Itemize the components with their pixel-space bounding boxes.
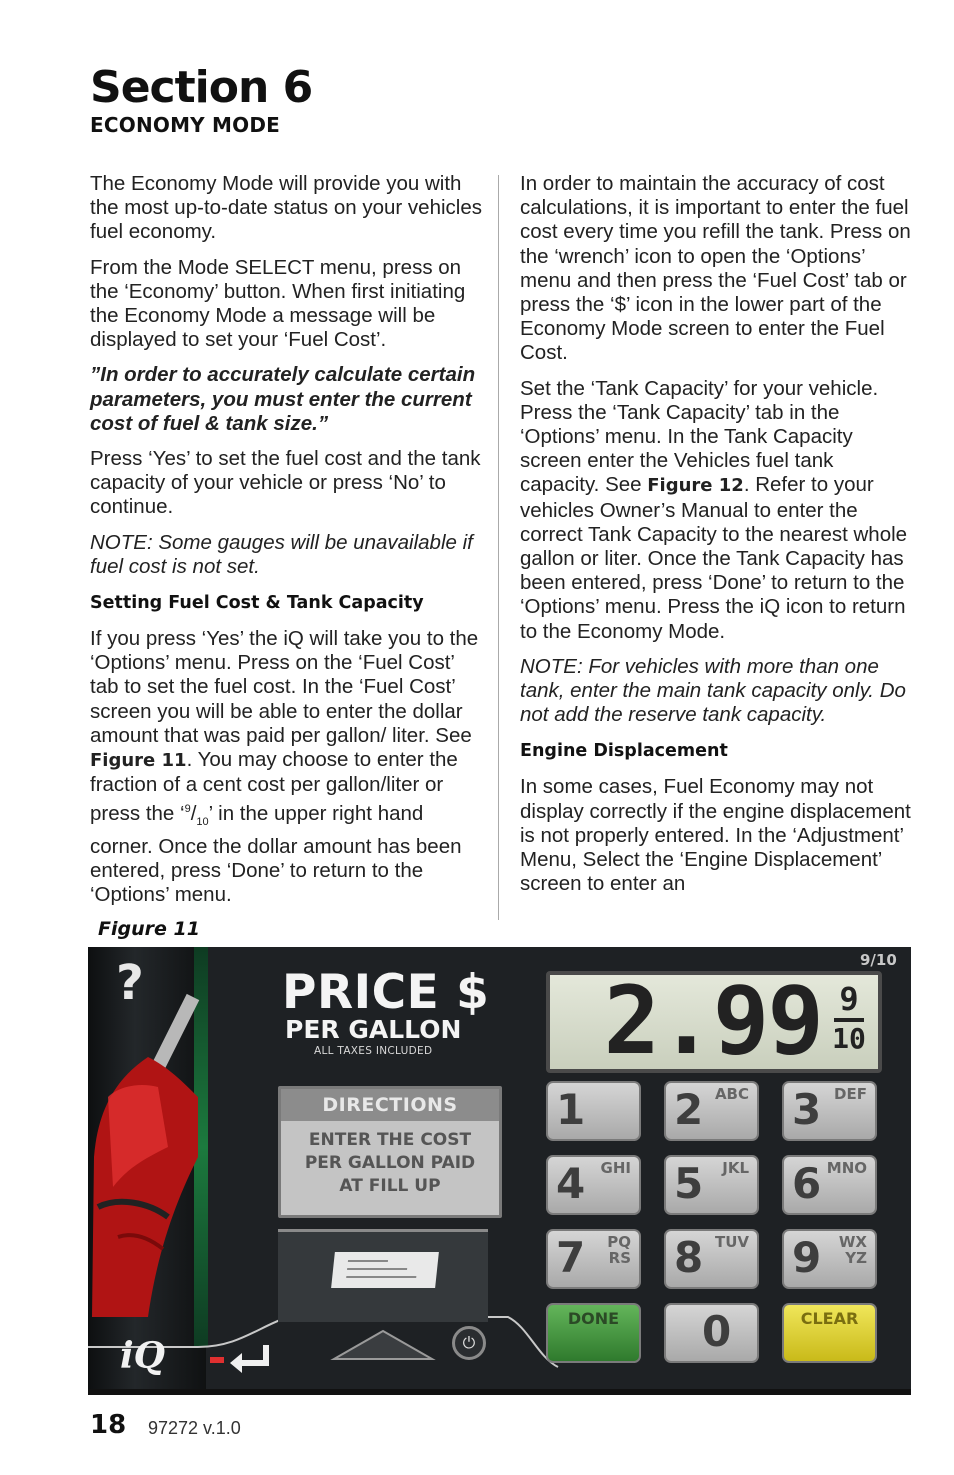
key-digit: 8 [674,1233,704,1282]
paragraph: In order to maintain the accuracy of cost calculations, it is important to enter the fuel cost every time you refill the tank. Press on the ‘wrench’ icon to open the ‘Options’ menu and then press the ‘Fuel Cost’ tab or press the ‘$’ icon in the lower part of the Economy Mode screen to enter the Fuel Cost. [520,172,911,365]
text-run: Set the ‘Tank Capacity’ for your vehicle. Press the ‘Tank Capacity’ tab in the ‘Options’ menu. In the Tank Capacity screen enter the Vehicles fuel tank capacity. See [520,376,879,497]
key-2[interactable] [664,1081,759,1141]
document-version: 97272 v.1.0 [148,1418,241,1438]
lcd-fraction [832,980,866,1055]
key-9[interactable] [782,1229,877,1289]
key-digit: 6 [792,1159,822,1208]
key-letters: TUV [714,1233,749,1251]
key-8[interactable] [664,1229,759,1289]
text-run: ’ in the upper right hand corner. Once the dollar amount has been entered, press ‘Done’ to return to the ‘Options’ menu. [90,802,462,906]
figure-ref: Figure 12 [647,475,744,497]
page-number: 18 [90,1410,127,1440]
back-arrow-icon[interactable] [208,1339,288,1379]
paragraph: Press ‘Yes’ to set the fuel cost and the tank capacity of your vehicle or press ‘No’ to continue. [90,447,481,519]
figure-11-screen [88,947,911,1392]
key-0[interactable] [664,1303,759,1363]
fraction-toggle-button[interactable]: 9/10 [860,951,897,969]
price-title: PRICE $ [282,965,490,1020]
done-label: DONE [567,1309,620,1328]
figure-ref: Figure 11 [90,750,187,772]
fraction-denominator: 10 [196,816,209,829]
left-column [90,172,482,918]
quote: ”In order to accurately calculate certain parameters, you must enter the current cost of fuel & tank size.” [90,363,476,435]
directions-box [278,1086,502,1218]
key-digit: 7 [556,1233,586,1282]
receipt-slot [278,1229,488,1322]
note: NOTE: Some gauges will be unavailable if fuel cost is not set. [90,530,473,578]
receipt-paper [331,1252,439,1288]
key-digit: 0 [702,1307,732,1356]
price-tax-note: ALL TAXES INCLUDED [314,1045,433,1057]
lcd-price-value: 2.99 [603,967,822,1076]
figure-caption: Figure 11 [98,918,200,940]
help-button[interactable]: ? [116,955,144,1011]
fraction-numerator: 9 [184,803,191,816]
column-divider [498,175,499,920]
key-letters: DEF [834,1085,867,1103]
key-letters: MNO [826,1159,867,1177]
directions-heading: DIRECTIONS [281,1089,499,1121]
key-digit: 2 [674,1085,704,1134]
key-3[interactable] [782,1081,877,1141]
paragraph [520,377,912,644]
key-1[interactable] [546,1081,641,1141]
text-run: . You may choose to enter the fraction of a cent cost per gallon/liter or press the ‘ [90,748,458,826]
key-7[interactable] [546,1229,641,1289]
lcd-fraction-denominator: 10 [832,1022,866,1055]
done-button[interactable] [546,1303,641,1363]
key-letters: PQ RS [607,1233,631,1267]
receipt-arrow-icon [328,1327,438,1363]
directions-text: ENTER THE COST PER GALLON PAID AT FILL UP [304,1130,476,1196]
figure-bottom-rule [88,1389,911,1395]
key-digit: 5 [674,1159,704,1208]
clear-label: CLEAR [800,1309,859,1328]
paragraph: From the Mode SELECT menu, press on the ‘Economy’ button. When first initiating the Economy Mode a message will be displayed to set your ‘Fuel Cost’. [90,255,466,352]
right-column [520,172,912,907]
paragraph: In some cases, Fuel Economy may not display correctly if the engine displacement is not properly entered. In the ‘Adjustment’ Menu, Select the ‘Engine Displacement’ screen to enter an [520,775,911,896]
note: NOTE: For vehicles with more than one tank, enter the main tank capacity only. Do not add the reserve tank capacity. [520,654,906,727]
key-digit: 4 [556,1159,586,1208]
iq-logo-button[interactable]: iQ [120,1335,166,1377]
paragraph [90,627,482,907]
lcd-display [546,967,882,1076]
paragraph: The Economy Mode will provide you with the most up-to-date status on your vehicles fuel economy. [90,172,482,244]
subheading: Setting Fuel Cost & Tank Capacity [90,593,424,614]
key-4[interactable] [546,1155,641,1215]
text-run: . Refer to your vehicles Owner’s Manual to enter the correct Tank Capacity to the nearest whole gallon or liter. Once the Tank Capacity has been entered, press ‘Done’ to return to the ‘Options’ menu. Press the iQ icon to return to the Economy Mode. [520,473,908,643]
section-title: Section 6 [90,62,313,113]
key-digit: 3 [792,1085,822,1134]
key-6[interactable] [782,1155,877,1215]
key-letters: JKL [722,1159,749,1177]
subheading: Engine Displacement [520,741,728,762]
key-letters: ABC [714,1085,749,1103]
key-digit: 9 [792,1233,822,1282]
price-subtitle: PER GALLON [285,1015,462,1044]
clear-button[interactable] [782,1303,877,1363]
lcd-fraction-numerator: 9 [839,980,859,1018]
fraction-slash: / [190,802,197,826]
power-button-icon[interactable]: ⏻ [452,1326,486,1360]
key-letters: GHI [600,1159,631,1177]
key-digit: 1 [556,1085,586,1134]
key-letters: WX YZ [838,1233,867,1267]
key-5[interactable] [664,1155,759,1215]
text-run: If you press ‘Yes’ the iQ will take you to the ‘Options’ menu. Press on the ‘Fuel Cost’ tab to set the fuel cost. In the ‘Fuel Cost’ screen you will be able to enter the dollar amount that was paid per gallon/ liter. See [90,627,479,747]
section-subtitle: ECONOMY MODE [90,113,280,137]
